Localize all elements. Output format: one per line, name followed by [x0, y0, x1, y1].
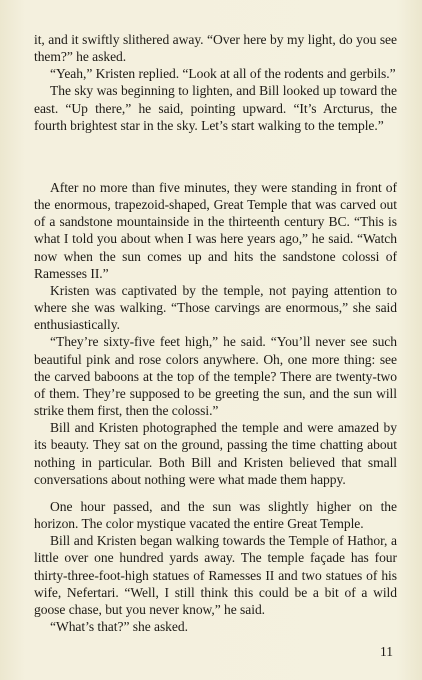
paragraph: Kristen was captivated by the temple, not paying attention to where she was walking. “Those carvings are enormous,” she said enthusiastically. — [34, 282, 397, 333]
text-section-3 — [34, 498, 397, 635]
paragraph: After no more than five minutes, they were standing in front of the enormous, trapezoid-shaped, Great Temple that was carved out of a sandstone mountainside in the thirteenth century BC. “This is what I told you about when I was here years ago,” he said. “Watch now when the sun comes up and hits the sandstone colossi of Ramesses II.” — [34, 180, 397, 281]
page-number: 11 — [380, 644, 393, 659]
text-section-1 — [34, 31, 397, 134]
paragraph: The sky was beginning to lighten, and Bill looked up toward the east. “Up there,” he said, pointing upward. “It’s Arcturus, the fourth brightest star in the sky. Let’s start walking to the temple.” — [34, 83, 397, 133]
paragraph: “Yeah,” Kristen replied. “Look at all of the rodents and gerbils.” — [50, 66, 396, 82]
paragraph: it, and it swiftly slithered away. “Over here by my light, do you see them?” he asked. — [34, 32, 397, 65]
paragraph: Bill and Kristen began walking towards the Temple of Hathor, a little over one hundred yards away. The temple façade has four thirty-three-foot-high statues of Ramesses II and two statues of his wife, Nefertari. “Well, I still think this could be a bit of a wild goose chase, but you never know,” he said. — [34, 533, 397, 617]
paragraph: One hour passed, and the sun was slightly higher on the horizon. The color mystique vacated the entire Great Temple. — [34, 499, 397, 532]
paragraph: Bill and Kristen photographed the temple and were amazed by its beauty. They sat on the ground, passing the time chatting about nothing in particular. Both Bill and Kristen believed that small conversations about nothing were what made them happy. — [34, 420, 397, 487]
paragraph: “They’re sixty-five feet high,” he said. “You’ll never see such beautiful pink and rose colors anywhere. Oh, one more thing: see the carved baboons at the top of the temple? There are twenty-two of them. They’re supposed to be greeting the sun, and the sun will strike them first, then the colossi.” — [34, 334, 397, 419]
paragraph: “What’s that?” she asked. — [50, 619, 188, 635]
text-section-2 — [34, 179, 397, 488]
